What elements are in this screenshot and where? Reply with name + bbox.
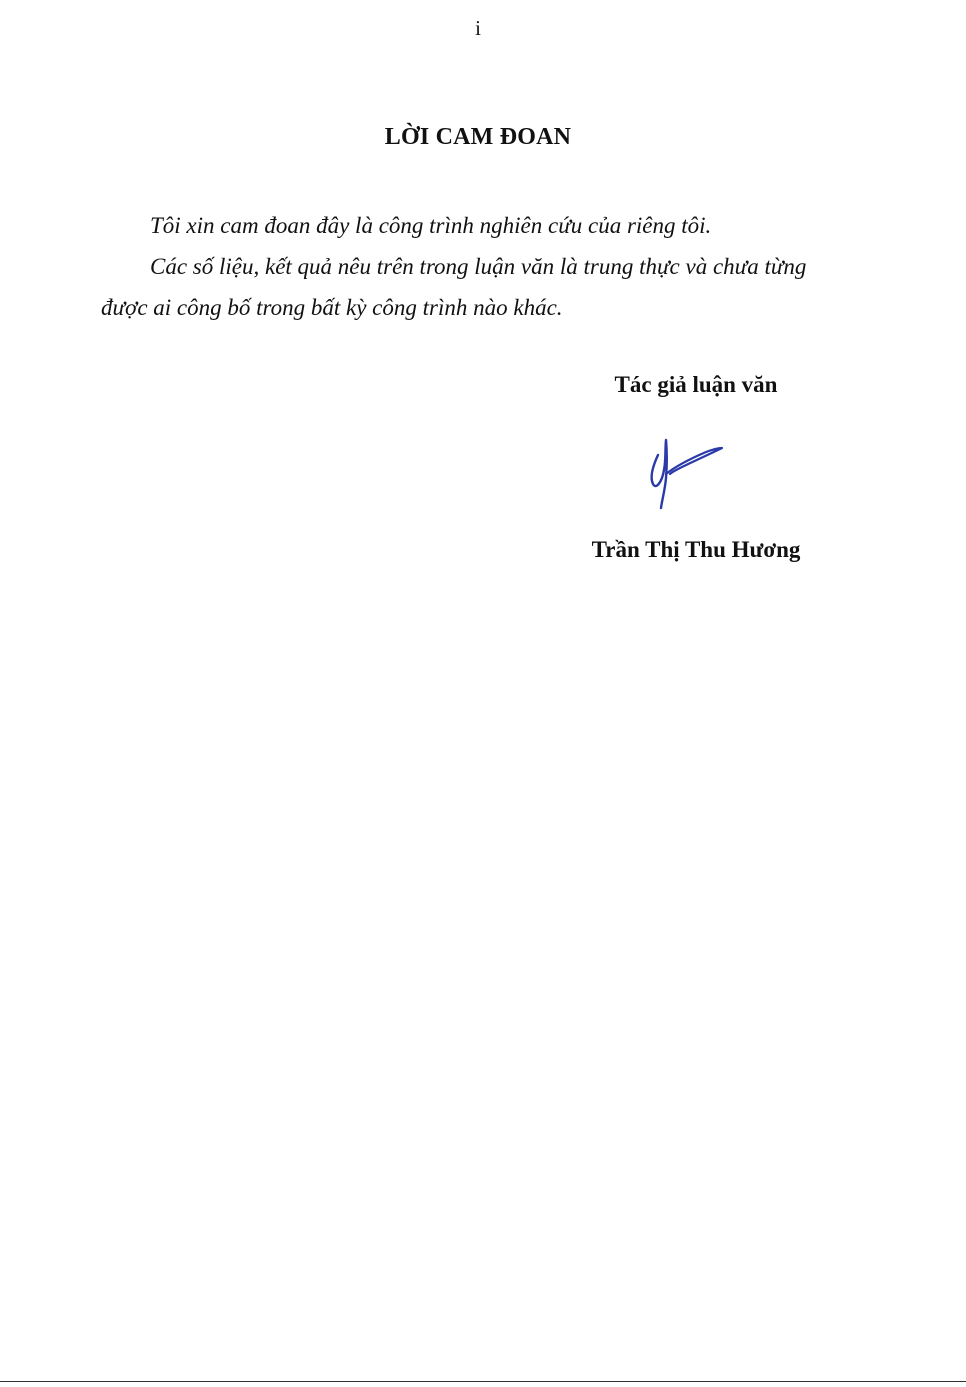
- author-role-label: Tác giả luận văn: [614, 372, 778, 397]
- document-title: LỜI CAM ĐOAN: [384, 124, 572, 150]
- signature-block: [540, 372, 852, 582]
- handwritten-signature: [636, 412, 728, 514]
- declaration-paragraph-1: Tôi xin cam đoan đây là công trình nghiên cứu của riêng tôi.: [150, 213, 712, 238]
- author-name: Trần Thị Thu Hương: [591, 537, 801, 562]
- declaration-paragraph-2-line-2: được ai công bố trong bất kỳ công trình nào khác.: [101, 295, 563, 320]
- page-number: i: [475, 16, 481, 40]
- page-bottom-edge: [0, 1381, 966, 1382]
- declaration-paragraph-2-line-1: Các số liệu, kết quả nêu trên trong luận văn là trung thực và chưa từng: [150, 254, 807, 279]
